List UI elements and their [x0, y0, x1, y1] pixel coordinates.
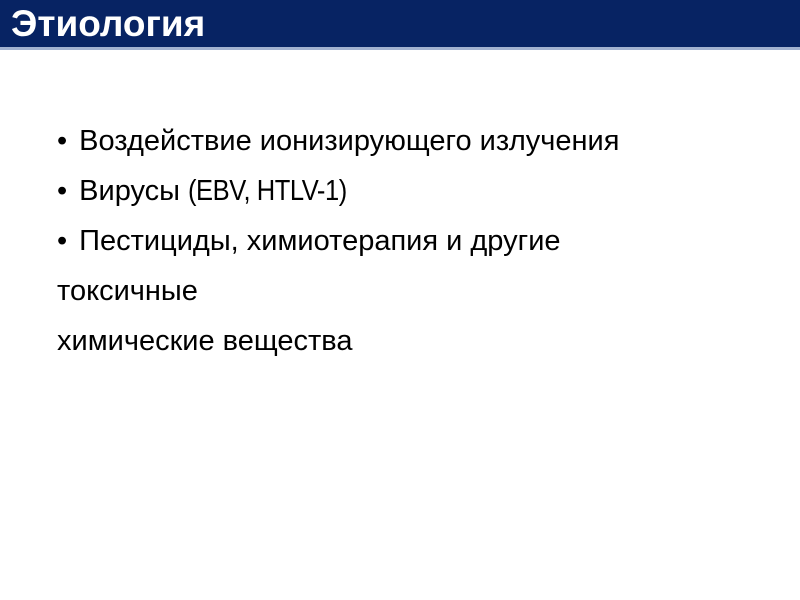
title-bar	[0, 0, 800, 50]
continuation-line: химические вещества	[57, 325, 353, 357]
bullet-item	[57, 216, 770, 266]
bullet-text: Воздействие ионизирующего излучения	[79, 125, 620, 157]
bullet-marker: •	[57, 225, 68, 257]
bullet-text-latin: (EBV, HTLV-1)	[188, 175, 347, 207]
bullet-marker: •	[57, 175, 68, 207]
bullet-text: Пестициды, химиотерапия и другие	[79, 225, 561, 257]
slide-body	[57, 116, 770, 366]
bullet-marker: •	[57, 125, 68, 157]
bullet-item	[57, 116, 770, 166]
continuation-line: токсичные	[57, 275, 198, 307]
slide-title: Этиология	[11, 3, 206, 44]
bullet-item	[57, 166, 770, 216]
bullet-text: Вирусы	[79, 175, 181, 207]
